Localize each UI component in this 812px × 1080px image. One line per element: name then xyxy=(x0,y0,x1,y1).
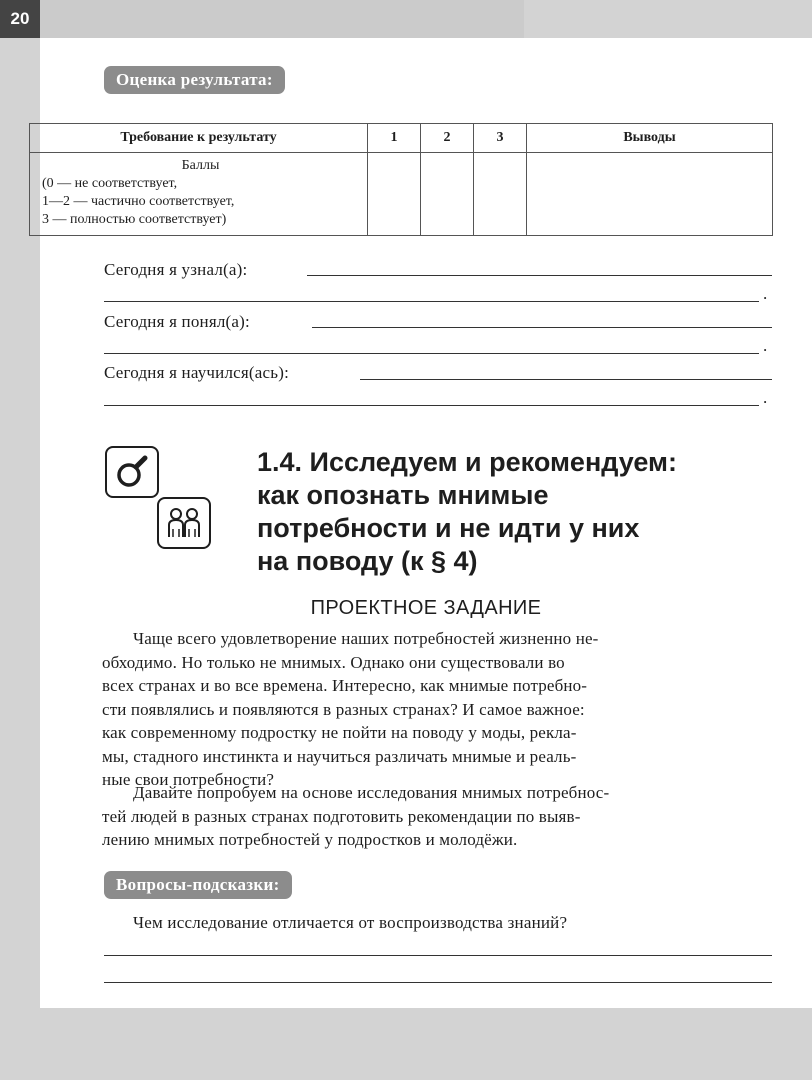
learned-label: Сегодня я узнал(а): xyxy=(104,260,248,279)
heading-line: на поводу (к § 4) xyxy=(257,546,478,576)
section-heading xyxy=(257,446,777,578)
table-header-score-2: 2 xyxy=(421,124,474,153)
paragraph-line: лению мнимых потребностей у подростков и молодёжи. xyxy=(102,830,518,849)
learned-answer-line-2[interactable] xyxy=(104,301,759,302)
table-row xyxy=(30,153,773,236)
score-cell-3[interactable] xyxy=(474,153,527,236)
table-header-requirement: Требование к результату xyxy=(30,124,368,153)
top-strip xyxy=(40,0,524,38)
heading-line: потребности и не идти у них xyxy=(257,513,640,543)
understood-answer-line-1[interactable] xyxy=(312,327,772,328)
acquired-answer-line-1[interactable] xyxy=(360,379,772,380)
page-number: 20 xyxy=(0,0,40,38)
group-people-icon xyxy=(157,497,211,549)
understood-label: Сегодня я понял(а): xyxy=(104,312,250,331)
acquired-label: Сегодня я научился(ась): xyxy=(104,363,290,382)
paragraph-line: ные свои потребности? xyxy=(102,770,275,789)
paragraph-line: как современному подростку не пойти на поводу у моды, рекла- xyxy=(102,723,577,742)
answer-line-1[interactable] xyxy=(104,955,772,956)
assessment-table xyxy=(29,123,773,236)
period: . xyxy=(763,388,768,407)
hint-question: Чем исследование отличается от воспроизводства знаний? xyxy=(133,913,568,932)
learned-answer-line-1[interactable] xyxy=(307,275,772,276)
paragraph-line: Давайте попробуем на основе исследования мнимых потребнос- xyxy=(133,783,610,802)
paragraph-line: мы, стадного инстинкта и научиться различать мнимые и реаль- xyxy=(102,746,577,766)
period: . xyxy=(763,284,768,303)
paragraph-line: Чаще всего удовлетворение наших потребностей жизненно не- xyxy=(133,629,599,648)
table-header-conclusions: Выводы xyxy=(527,124,773,153)
project-paragraph-1 xyxy=(102,627,772,792)
score-cell-1[interactable] xyxy=(368,153,421,236)
understood-answer-line-2[interactable] xyxy=(104,353,759,354)
assessment-title: Оценка результата: xyxy=(104,66,285,94)
criteria-line: Баллы xyxy=(181,158,220,173)
hints-title: Вопросы-подсказки: xyxy=(104,871,292,899)
answer-line-2[interactable] xyxy=(104,982,772,983)
paragraph-line: сти появлялись и появляются в разных странах? И самое важное: xyxy=(102,699,585,719)
table-header-score-3: 3 xyxy=(474,124,527,153)
project-title: ПРОЕКТНОЕ ЗАДАНИЕ xyxy=(310,597,542,619)
criteria-line: 1—2 — частично соответствует, xyxy=(42,194,235,209)
period: . xyxy=(763,336,768,355)
acquired-answer-line-2[interactable] xyxy=(104,405,759,406)
conclusions-cell[interactable] xyxy=(527,153,773,236)
criteria-cell xyxy=(30,153,368,236)
heading-line: как опознать мнимые xyxy=(257,480,549,510)
heading-line: 1.4. Исследуем и рекомендуем: xyxy=(257,447,678,477)
criteria-line: (0 — не соответствует, xyxy=(42,176,178,191)
paragraph-line: тей людей в разных странах подготовить рекомендации по выяв- xyxy=(102,806,581,826)
magnifier-icon xyxy=(105,446,159,498)
criteria-line: 3 — полностью соответствует) xyxy=(42,212,227,227)
table-header-row xyxy=(30,124,773,153)
paragraph-line: всех странах и во все времена. Интересно, как мнимые потребно- xyxy=(102,676,588,695)
paragraph-line: обходимо. Но только не мнимых. Однако они существовали во xyxy=(102,652,565,672)
table-header-score-1: 1 xyxy=(368,124,421,153)
score-cell-2[interactable] xyxy=(421,153,474,236)
project-paragraph-2 xyxy=(102,781,772,852)
